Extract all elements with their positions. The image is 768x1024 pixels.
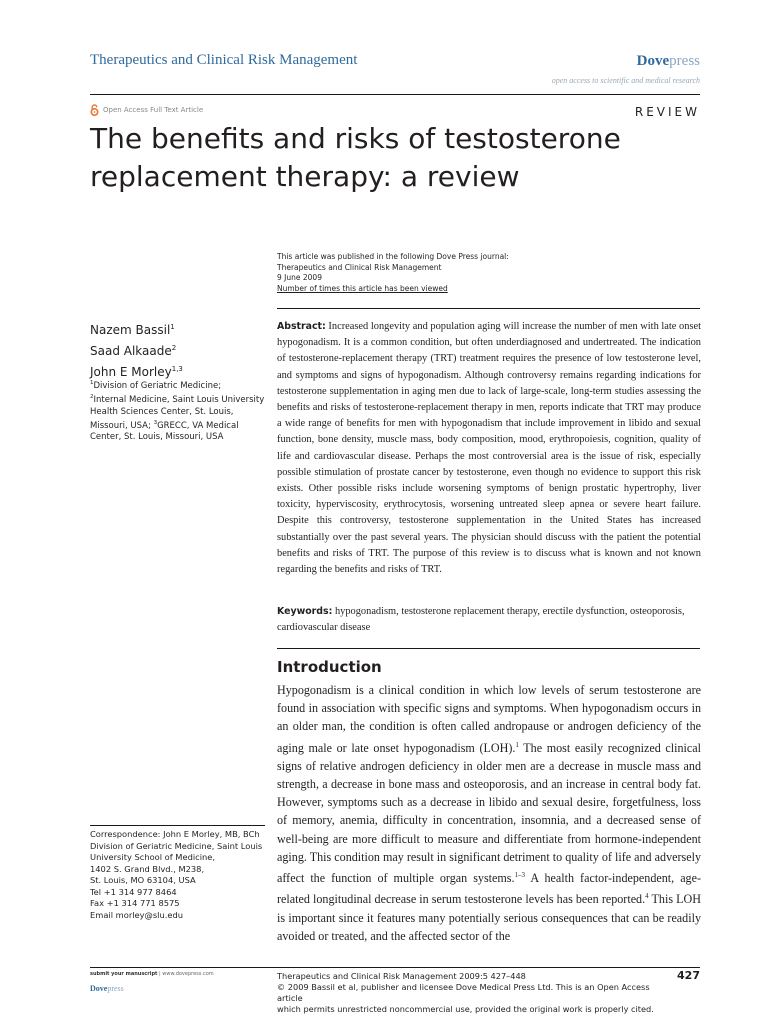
pubinfo-line-1: This article was published in the following Dove Press journal: [277, 252, 509, 261]
author: Nazem Bassil$^1$ [90, 323, 175, 337]
brand-tagline: open access to scientific and medical research [551, 76, 700, 85]
author: Saad Alkaade$^2$ [90, 344, 177, 358]
correspondence-email[interactable]: Email morley@slu.edu [90, 909, 183, 920]
article-title [90, 120, 650, 196]
footer-dovepress-logo[interactable]: Dovepress [90, 984, 124, 993]
introduction-heading: Introduction [277, 658, 382, 676]
introduction-body: Hypogonadism is a clinical condition in which low levels of serum testosterone are found in association with specific signs and symptoms. When hypogonadism occurs in an older man, the condition is often called andropause or androgen deficiency of the aging male or late onset hypogonadism (LOH).$^1$ The most easily recognized clinical signs of relative androgen deficiency in older men are a decrease in muscle mass and strength, a decrease in bone mass and osteoporosis, and an increase in central body fat. However, symptoms such as a decrease in libido and sexual desire, forgetfulness, loss of memory, anemia, difficulty in concentration, insomnia, and a decreased sense of well-being are more difficult to measure and differentiate from hormone-independent aging. This condition may result in significant detriment to quality of life and adversely affect the function of multiple organ systems.$^{1-3}$ A health factor-independent, age-related longitudinal decrease in serum testosterone levels has been reported.$^4$ This LOH is important since it features many potentially serious consequences that can be readily avoided or treated, and the affected sector of the [277, 683, 702, 943]
open-access-badge [90, 104, 203, 116]
journal-title[interactable]: Therapeutics and Clinical Risk Management [90, 52, 358, 68]
citation-ref[interactable]: 4 [645, 892, 649, 901]
keywords-label: Keywords: [277, 606, 333, 617]
author-list [90, 318, 183, 381]
abstract-text: Increased longevity and population aging will increase the number of men with late onset hypogonadism. It is a common condition, but often underdiagnosed and undertreated. The indication of testosterone-replacement therapy (TRT) treatment requires the presence of low testosterone level, and symptoms and signs of hypogonadism. Although controversy remains regarding indications for testosterone supplementation in aging men due to lack of large-scale, long-term studies assessing the benefits and risks of testosterone-replacement therapy in men, reports indicate that TRT may produce a wide range of benefits for men with hypogonadism that include improvement in libido and sexual function, bone density, muscle mass, body composition, mood, erythropoiesis, cognition, quality of life and cardiovascular disease. Perhaps the most controversial area is the issue of risk, especially possible stimulation of prostate cancer by testosterone, even though no evidence to support this risk exists. Other possible risks include worsening symptoms of benign prostatic hypertrophy, liver toxicity, hyperviscosity, erythrocytosis, worsening untreated sleep apnea or severe heart failure. Despite this controversy, testosterone supplementation in the United States has increased substantially over the past several years. The physician should discuss with the patient the potential benefits and risks of TRT. The purpose of this review is to discuss what is known and not known regarding the benefits and risks of TRT. [277, 321, 701, 576]
citation-ref[interactable]: 1 [515, 740, 519, 749]
open-access-label: Open Access Full Text Article [103, 106, 204, 114]
open-access-icon [90, 104, 99, 116]
keywords-text: hypogonadism, testosterone replacement therapy, erectile dysfunction, osteoporosis, cardiovascular disease [277, 606, 685, 634]
brand-dove: Dove [636, 53, 670, 69]
footer-citation [277, 971, 677, 1015]
abstract-label: Abstract: [277, 321, 326, 332]
title-line-1: The benefits and risks of testosterone [90, 122, 621, 155]
article-type: REVIEW [634, 105, 700, 119]
affiliations: $^1$Division of Geriatric Medicine; $^2$Internal Medicine, Saint Louis University Health Sciences Center, St. Louis, Missouri, USA; $^3$GRECC, VA Medical Center, St. Louis, Missouri, USA [90, 380, 265, 443]
pubinfo-date: 9 June 2009 [277, 273, 322, 282]
title-line-2: replacement therapy: a review [90, 160, 520, 193]
page-number: 427 [677, 969, 700, 982]
brand-press: press [669, 53, 700, 69]
publication-info [277, 252, 509, 294]
author-sup: 1 [170, 323, 175, 331]
citation-ref[interactable]: 1–3 [514, 871, 526, 880]
abstract-divider [277, 648, 700, 649]
abstract [277, 319, 701, 578]
submit-manuscript-link[interactable]: submit your manuscript | www.dovepress.com [90, 971, 214, 977]
pubinfo-divider [277, 308, 700, 309]
citation-line: Therapeutics and Clinical Risk Management 2009:5 427–448 [277, 971, 526, 981]
copyright-line-1: © 2009 Bassil et al, publisher and licensee Dove Medical Press Ltd. This is an Open Access article [277, 982, 650, 1003]
header-divider [90, 94, 700, 95]
author: John E Morley$^{1,3}$ [90, 365, 183, 379]
footer-divider [90, 967, 700, 968]
keywords [277, 604, 701, 636]
correspondence-divider [90, 825, 265, 826]
view-count-link[interactable]: Number of times this article has been viewed [277, 283, 448, 293]
author-sup: 2 [171, 344, 177, 352]
author-sup: 1,3 [171, 365, 183, 373]
dovepress-logo[interactable] [637, 53, 700, 70]
copyright-line-2: which permits unrestricted noncommercial use, provided the original work is properly cited. [277, 1004, 654, 1014]
correspondence: Correspondence: John E Morley, MB, BCh Division of Geriatric Medicine, Saint Louis University School of Medicine, 1402 S. Grand Blvd., M238, St. Louis, MO 63104, USA Tel +1 314 977 8464 Fax +1 314 771 8575 Email morley@slu.edu [90, 829, 270, 921]
pubinfo-journal: Therapeutics and Clinical Risk Management [277, 262, 442, 272]
